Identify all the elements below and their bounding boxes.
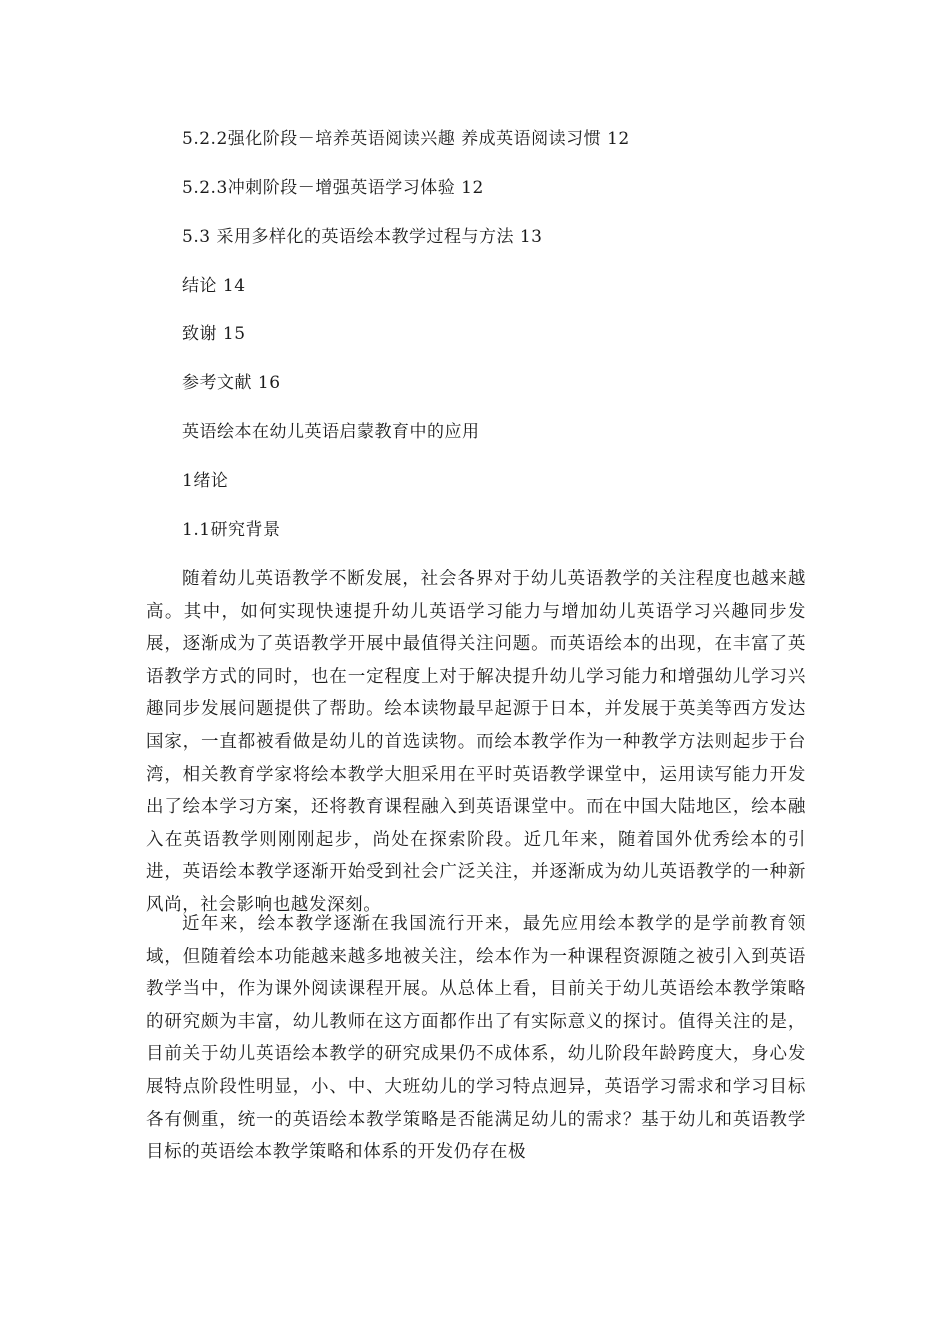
toc-entry-page: 12 (607, 129, 630, 149)
document-title: 英语绘本在幼儿英语启蒙教育中的应用 (182, 422, 480, 442)
toc-entry (182, 225, 543, 249)
toc-entry-title: 致谢 (182, 324, 217, 344)
section-heading: 1.1研究背景 (182, 520, 281, 540)
toc-entry-title: 5.2.3冲刺阶段－增强英语学习体验 (182, 178, 456, 198)
toc-entry-title: 结论 (182, 276, 217, 296)
toc-entry-title: 5.2.2强化阶段－培养英语阅读兴趣 养成英语阅读习惯 (182, 129, 602, 149)
toc-entry-page: 15 (222, 324, 246, 344)
toc-entry-title: 5.3 采用多样化的英语绘本教学过程与方法 (182, 227, 514, 247)
body-paragraph: 近年来，绘本教学逐渐在我国流行开来，最先应用绘本教学的是学前教育领域，但随着绘本功能越来越多地被关注，绘本作为一种课程资源随之被引入到英语教学当中，作为课外阅读课程开展。从总体上看，目前关于幼儿英语绘本教学策略的研究颇为丰富，幼儿教师在这方面都作出了有实际意义的探讨。值得关注的是，目前关于幼儿英语绘本教学的研究成果仍不成体系，幼儿阶段年龄跨度大，身心发展特点阶段性明显，小、中、大班幼儿的学习特点迥异，英语学习需求和学习目标各有侧重，统一的英语绘本教学策略是否能满足幼儿的需求？基于幼儿和英语教学目标的英语绘本教学策略和体系的开发仍存在极 (146, 914, 806, 1163)
toc-entry-page: 14 (222, 276, 246, 296)
toc-entry (182, 322, 246, 346)
body-paragraph: 随着幼儿英语教学不断发展，社会各界对于幼儿英语教学的关注程度也越来越高。其中，如何实现快速提升幼儿英语学习能力与增加幼儿英语学习兴趣同步发展，逐渐成为了英语教学开展中最值得关注问题。而英语绘本的出现，在丰富了英语教学方式的同时，也在一定程度上对于解决提升幼儿学习能力和增强幼儿学习兴趣同步发展问题提供了帮助。绘本读物最早起源于日本，并发展于英美等西方发达国家，一直都被看做是幼儿的首选读物。而绘本教学作为一种教学方法则起步于台湾，相关教育学家将绘本教学大胆采用在平时英语教学课堂中，运用读写能力开发出了绘本学习方案，还将教育课程融入到英语课堂中。而在中国大陆地区，绘本融入在英语教学则刚刚起步，尚处在探索阶段。近几年来，随着国外优秀绘本的引进，英语绘本教学逐渐开始受到社会广泛关注，并逐渐成为幼儿英语教学的一种新风尚，社会影响也越发深刻。 (146, 569, 806, 915)
chapter-heading: 1绪论 (182, 471, 229, 491)
toc-entry (182, 176, 484, 200)
toc-entry (182, 371, 281, 395)
toc-entry-page: 16 (257, 373, 281, 393)
toc-entry-title: 参考文献 (182, 373, 252, 393)
toc-entry (182, 127, 630, 151)
toc-entry-page: 13 (519, 227, 543, 247)
toc-entry-page: 12 (461, 178, 484, 198)
toc-entry (182, 274, 246, 298)
